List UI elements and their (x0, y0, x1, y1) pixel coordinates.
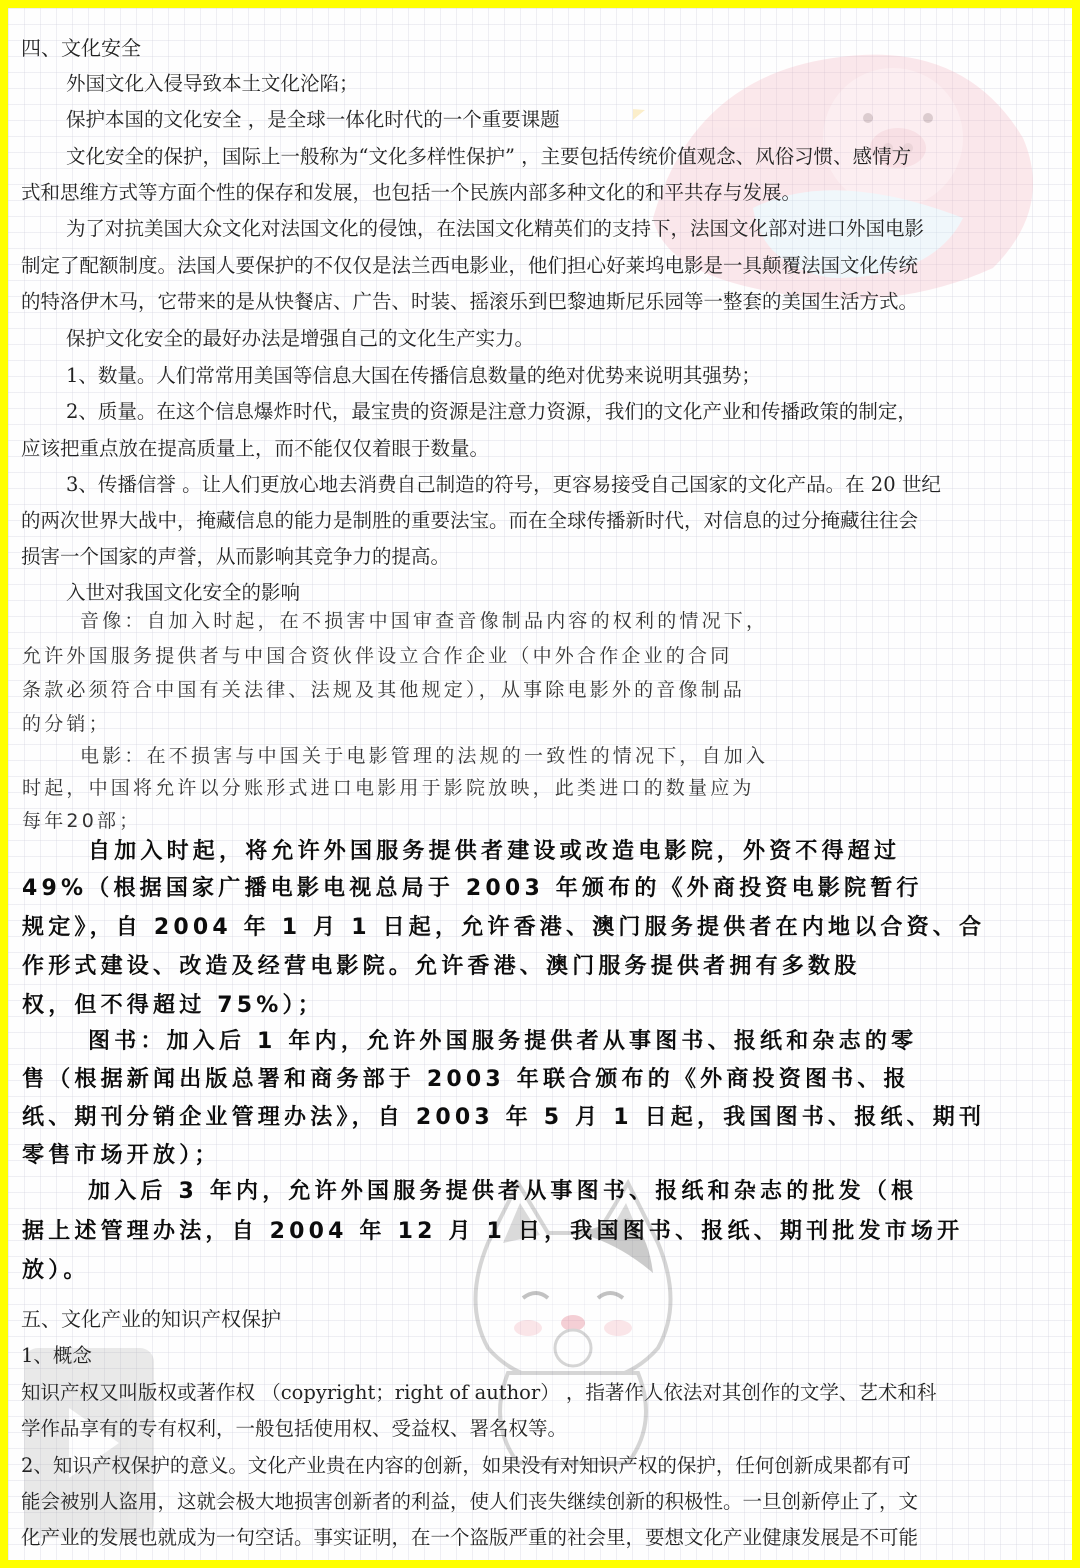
paragraph-line: 2、知识产权保护的意义。文化产业贵在内容的创新，如果没有对知识产权的保护，任何创新成果都有可 (21, 1454, 911, 1477)
paragraph-line: 能会被别人盗用，这就会极大地损害创新者的利益，使人们丧失继续创新的积极性。一旦创新停止了，文 (21, 1490, 919, 1513)
scan-line: 零售市场开放）； (22, 1143, 221, 1168)
paragraph-line: 保护文化安全的最好办法是增强自己的文化生产实力。 (66, 327, 535, 350)
paragraph-line: 文化安全的保护，国际上一般称为“文化多样性保护” ，主要包括传统价值观念、风俗习惯、感情方 (66, 145, 912, 168)
paragraph-line: 的特洛伊木马，它带来的是从快餐店、广告、时装、摇滚乐到巴黎迪斯尼乐园等一整套的美国生活方式。 (21, 290, 919, 313)
paragraph-line: 为了对抗美国大众文化对法国文化的侵蚀，在法国文化精英们的支持下，法国文化部对进口外国电影 (66, 217, 925, 240)
paragraph-line: 知识产权又叫版权或著作权 （copyright；right of author） ，指著作人依法对其创作的文学、艺术和科 (21, 1381, 937, 1404)
subheading: 1、概念 (21, 1344, 92, 1367)
paragraph-line: 3、传播信誉 。让人们更放心地去消费自己制造的符号，更容易接受自己国家的文化产品。在 20 世纪 (66, 473, 941, 496)
scan-line: 作形式建设、改造及经营电影院。允许香港、澳门服务提供者拥有多数股 (22, 954, 861, 979)
scan-line: 49%（根据国家广播电影电视总局于 2003 年颁布的《外商投资电影院暂行 (22, 876, 923, 901)
scan-line: 规定》，自 2004 年 1 月 1 日起，允许香港、澳门服务提供者在内地以合资、合 (22, 915, 986, 940)
scan-line: 电影：在不损害与中国关于电影管理的法规的一致性的情况下，自加入 (80, 745, 769, 767)
scan-line: 的分销； (22, 713, 111, 735)
scan-line: 放）。 (22, 1258, 90, 1283)
scan-line: 售（根据新闻出版总署和商务部于 2003 年联合颁布的《外商投资图书、报 (22, 1067, 910, 1092)
scan-line: 据上述管理办法，自 2004 年 12 月 1 日，我国图书、报纸、期刊批发市场开 (22, 1219, 964, 1244)
paragraph-line: 制定了配额制度。法国人要保护的不仅仅是法兰西电影业，他们担心好莱坞电影是一具颠覆法国文化传统 (21, 254, 919, 277)
scan-line: 自加入时起，将允许外国服务提供者建设或改造电影院，外资不得超过 (88, 839, 901, 864)
scan-line: 时起，中国将允许以分账形式进口电影用于影院放映，此类进口的数量应为 (22, 777, 755, 799)
scan-line: 条款必须符合中国有关法律、法规及其他规定），从事除电影外的音像制品 (22, 679, 746, 701)
document-page (8, 8, 1072, 1560)
play-watermark-icon (14, 1338, 164, 1548)
scan-line: 纸、期刊分销企业管理办法》，自 2003 年 5 月 1 日起，我国图书、报纸、期刊 (22, 1105, 986, 1130)
scan-line: 图书：加入后 1 年内，允许外国服务提供者从事图书、报纸和杂志的零 (88, 1029, 918, 1054)
scan-line: 每年20部； (22, 810, 142, 832)
section-heading: 五、文化产业的知识产权保护 (21, 1307, 281, 1331)
paragraph-line: 学作品享有的专有权利，一般包括使用权、受益权、署名权等。 (21, 1417, 568, 1440)
paragraph-line: 化产业的发展也就成为一句空话。事实证明，在一个盗版严重的社会里，要想文化产业健康发展是不可能 (21, 1526, 919, 1549)
paragraph-line: 2、质量。在这个信息爆炸时代，最宝贵的资源是注意力资源，我们的文化产业和传播政策的制定， (66, 400, 917, 423)
paragraph-line: 外国文化入侵导致本土文化沦陷； (66, 72, 359, 95)
paragraph-line: 的两次世界大战中，掩藏信息的能力是制胜的重要法宝。而在全球传播新时代，对信息的过分掩藏往往会 (21, 509, 919, 532)
paragraph-line: 入世对我国文化安全的影响 (66, 581, 301, 604)
paragraph-line: 式和思维方式等方面个性的保存和发展，也包括一个民族内部多种文化的和平共存与发展。 (21, 181, 802, 204)
paragraph-line: 保护本国的文化安全 ，是全球一体化时代的一个重要课题 (66, 108, 560, 131)
scan-line: 允许外国服务提供者与中国合资伙伴设立合作企业（中外合作企业的合同 (22, 645, 733, 667)
paragraph-line: 损害一个国家的声誉，从而影响其竞争力的提高。 (21, 545, 451, 568)
section-heading: 四、文化安全 (21, 36, 141, 60)
paragraph-line: 1、数量。人们常常用美国等信息大国在传播信息数量的绝对优势来说明其强势； (66, 364, 761, 387)
scan-line: 加入后 3 年内，允许外国服务提供者从事图书、报纸和杂志的批发（根 (88, 1179, 918, 1204)
paragraph-line: 应该把重点放在提高质量上，而不能仅仅着眼于数量。 (21, 437, 490, 460)
scan-line: 音像：自加入时起，在不损害中国审查音像制品内容的权利的情况下， (80, 610, 769, 632)
scan-line: 权，但不得超过 75%）； (22, 993, 324, 1018)
